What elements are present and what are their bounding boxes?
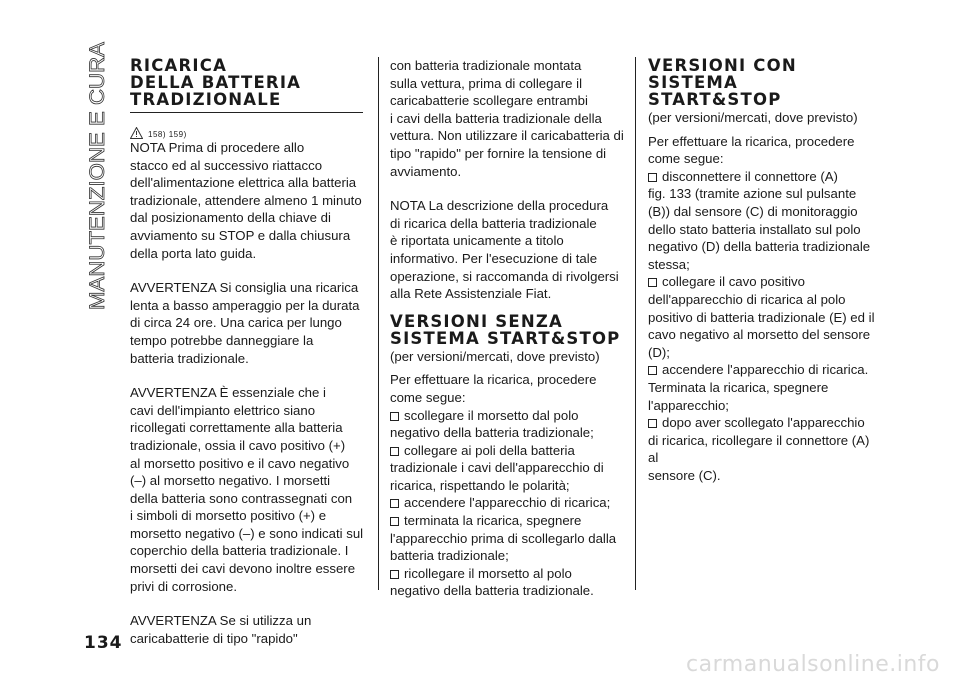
- text-line: vettura. Non utilizzare il caricabatteria di: [390, 128, 624, 144]
- text-line: morsetto negativo (–) e sono indicati sul: [130, 525, 364, 541]
- text-line: NOTA La descrizione della procedura: [390, 198, 609, 214]
- text-line: AVVERTENZA Si consiglia una ricarica: [130, 280, 359, 296]
- text-line: disconnettere il connettore (A): [662, 168, 838, 184]
- text-line: ricarica, rispettando le polarità;: [390, 477, 570, 493]
- text-line: cavi dell'impianto elettrico siano: [130, 402, 316, 418]
- subtitle: (per versioni/mercati, dove previsto): [390, 348, 600, 364]
- column-divider: [378, 57, 379, 590]
- text-line: della batteria sono contrassegnati con: [130, 490, 353, 506]
- bullet-icon: [390, 499, 399, 508]
- warning-triangle-icon: [130, 127, 143, 139]
- text-line: stacco ed al successivo riattacco: [130, 157, 323, 173]
- bullet-icon: [648, 278, 657, 287]
- text-line: accendere l'apparecchio di ricarica.: [662, 362, 869, 378]
- text-line: al morsetto positivo e il cavo negativo: [130, 455, 350, 471]
- text-line: con batteria tradizionale montata: [390, 58, 582, 73]
- list-item: [648, 273, 883, 361]
- text-line: i cavi della batteria tradizionale della: [390, 110, 602, 126]
- text-line: collegare ai poli della batteria: [404, 442, 575, 458]
- text-line: Per effettuare la ricarica, procedere: [648, 133, 855, 149]
- bullet-icon: [390, 412, 399, 421]
- text-line: come segue:: [390, 389, 466, 405]
- text-line: NOTA Prima di procedere allo: [130, 140, 305, 155]
- text-line: alla Rete Assistenziale Fiat.: [390, 286, 552, 302]
- text-line: (B)) dal sensore (C) di monitoraggio: [648, 203, 858, 219]
- list-item: [390, 565, 625, 600]
- continued-paragraph: [390, 57, 625, 180]
- text-line: dell'apparecchio di ricarica al polo: [648, 291, 846, 307]
- bullet-icon: [390, 447, 399, 456]
- bullet-icon: [390, 517, 399, 526]
- side-title-text: MANUTENZIONE E CURA: [86, 56, 109, 310]
- text-line: batteria tradizionale.: [130, 350, 249, 366]
- text-line: è riportata unicamente a titolo: [390, 233, 564, 249]
- text-line: morsetti dei cavi devono inoltre essere: [130, 561, 356, 577]
- text-line: AVVERTENZA Se si utilizza un: [130, 613, 312, 629]
- text-line: avviamento.: [390, 163, 462, 179]
- text-line: dal posizionamento della chiave di: [130, 210, 331, 226]
- text-line: tempo potrebbe danneggiare la: [130, 332, 314, 348]
- text-line: coperchio della batteria tradizionale. I: [130, 543, 349, 559]
- text-line: negativo della batteria tradizionale.: [390, 583, 594, 599]
- bullet-icon: [648, 173, 657, 182]
- text-line: ricollegare il morsetto al polo: [404, 565, 572, 581]
- side-title-svg: [80, 40, 110, 310]
- heading-con-start-stop: [648, 57, 883, 108]
- page-number: 134: [84, 633, 123, 653]
- text-line: AVVERTENZA È essenziale che i: [130, 385, 326, 401]
- avvertenza-paragraph: [130, 279, 365, 367]
- text-line: dello stato batteria installato sul polo: [648, 221, 861, 237]
- text-line: l'apparecchio;: [648, 397, 729, 413]
- text-line: privi di corrosione.: [130, 578, 238, 594]
- warning-reference: [130, 124, 365, 139]
- text-line: scollegare il morsetto dal polo: [404, 407, 579, 423]
- column-1: [130, 57, 365, 647]
- list-item: [390, 512, 625, 565]
- text-line: (D);: [648, 344, 670, 360]
- avvertenza-paragraph: [130, 612, 365, 647]
- text-line: lenta a basso amperaggio per la durata: [130, 297, 360, 313]
- heading-senza-start-stop: [390, 313, 625, 347]
- heading-line: TRADIZIONALE: [130, 90, 282, 109]
- list-item: [648, 361, 883, 414]
- text-line: di ricarica della batteria tradizionale: [390, 215, 597, 231]
- text-line: caricabatterie scollegare entrambi: [390, 93, 588, 109]
- text-line: della porta lato guida.: [130, 245, 257, 261]
- text-line: tradizionale, ossia il cavo positivo (+): [130, 437, 346, 453]
- text-line: ricollegati correttamente alla batteria: [130, 420, 343, 436]
- text-line: batteria tradizionale;: [390, 548, 509, 564]
- text-line: sulla vettura, prima di collegare il: [390, 75, 583, 91]
- text-line: positivo di batteria tradizionale (E) ed il: [648, 309, 875, 325]
- step-list: [648, 168, 883, 485]
- text-line: Terminata la ricarica, spegnere: [648, 379, 829, 395]
- list-item: [390, 442, 625, 495]
- text-line: di ricarica, ricollegare il connettore (A) al: [648, 432, 870, 466]
- text-line: dell'alimentazione elettrica alla batteria: [130, 175, 357, 191]
- text-line: informativo. Per l'esecuzione di tale: [390, 250, 598, 266]
- bullet-icon: [390, 570, 399, 579]
- heading-line: RICARICA: [130, 56, 228, 75]
- text-line: l'apparecchio prima di scollegarlo dalla: [390, 530, 617, 546]
- text-line: fig. 133 (tramite azione sul pulsante: [648, 186, 857, 202]
- text-line: i simboli di morsetto positivo (+) e: [130, 508, 327, 524]
- column-3: [648, 57, 883, 484]
- bullet-icon: [648, 419, 657, 428]
- text-line: tradizionale, attendere almeno 1 minuto: [130, 192, 362, 208]
- text-line: negativo della batteria tradizionale;: [390, 425, 594, 441]
- text-line: avviamento su STOP e dalla chiusura: [130, 227, 351, 243]
- subtitle: (per versioni/mercati, dove previsto): [648, 110, 858, 125]
- heading-line: DELLA BATTERIA: [130, 73, 302, 92]
- step-list: [390, 407, 625, 601]
- list-item: [648, 168, 883, 274]
- watermark: carmanualsonline.info: [686, 652, 940, 677]
- list-item: [648, 414, 883, 484]
- list-item: [390, 407, 625, 442]
- nota-paragraph: [130, 139, 365, 262]
- text-line: tipo "rapido" per fornire la tensione di: [390, 145, 607, 161]
- heading-line: VERSIONI SENZA: [390, 311, 563, 331]
- bullet-icon: [648, 366, 657, 375]
- section-side-title: [80, 40, 110, 310]
- text-line: accendere l'apparecchio di ricarica;: [404, 495, 611, 511]
- text-line: come segue:: [648, 151, 724, 167]
- text-line: negativo (D) della batteria tradizionale: [648, 239, 871, 255]
- text-line: stessa;: [648, 256, 690, 272]
- text-line: tradizionale i cavi dell'apparecchio di: [390, 460, 604, 476]
- column-2: [390, 57, 625, 600]
- warning-refs: 158) 159): [148, 130, 187, 139]
- list-item: [390, 494, 625, 512]
- text-line: di circa 24 ore. Una carica per lungo: [130, 315, 342, 331]
- column-divider: [635, 57, 636, 590]
- text-line: collegare il cavo positivo: [662, 274, 805, 290]
- text-line: cavo negativo al morsetto del sensore: [648, 327, 871, 343]
- text-line: Per effettuare la ricarica, procedere: [390, 372, 597, 388]
- heading-line: SISTEMA START&STOP: [390, 328, 621, 348]
- heading-line: START&STOP: [648, 90, 782, 109]
- heading-ricarica: [130, 57, 363, 113]
- nota-paragraph: [390, 197, 625, 303]
- heading-line: VERSIONI CON SISTEMA: [648, 56, 797, 92]
- text-line: operazione, si raccomanda di rivolgersi: [390, 268, 619, 284]
- text-line: dopo aver scollegato l'apparecchio: [662, 415, 865, 431]
- text-line: terminata la ricarica, spegnere: [404, 513, 582, 529]
- avvertenza-paragraph: [130, 384, 365, 595]
- text-line: (–) al morsetto negativo. I morsetti: [130, 473, 331, 489]
- text-line: sensore (C).: [648, 467, 721, 483]
- text-line: caricabatterie di tipo "rapido": [130, 630, 298, 646]
